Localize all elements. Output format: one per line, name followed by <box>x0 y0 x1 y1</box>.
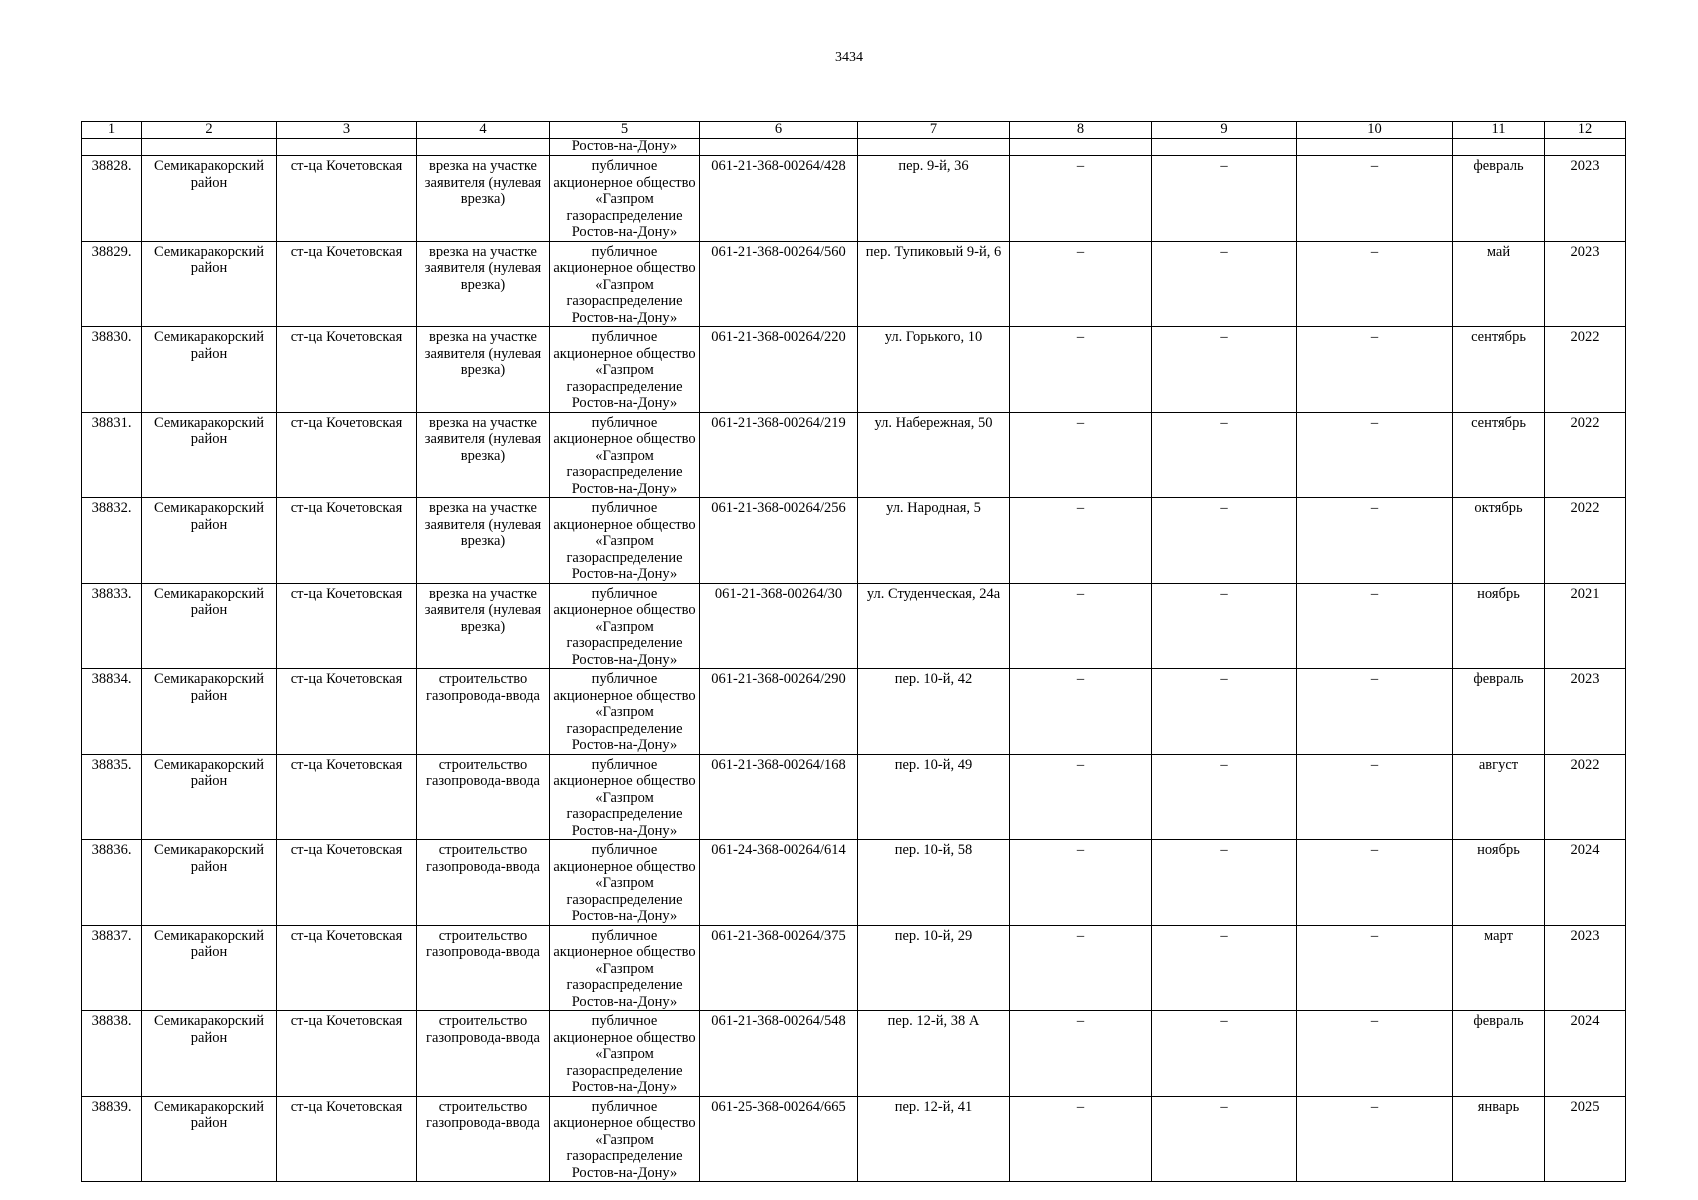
organization-cell: публичное акционерное общество «Газпром газораспределение Ростов-на-Дону» <box>550 669 700 755</box>
organization-cell: публичное акционерное общество «Газпром газораспределение Ростов-на-Дону» <box>550 412 700 498</box>
table-cell <box>1152 139 1297 156</box>
page-number: 3434 <box>835 50 863 65</box>
work-type-cell: строительство газопровода-ввода <box>417 925 550 1011</box>
row-number: 38836. <box>82 840 142 926</box>
work-type-cell: строительство газопровода-ввода <box>417 840 550 926</box>
district-cell: Семикаракорский район <box>142 669 277 755</box>
address-cell: пер. 12-й, 38 А <box>858 1011 1010 1097</box>
col10-cell: – <box>1297 1011 1453 1097</box>
month-cell: октябрь <box>1453 498 1545 584</box>
col8-cell: – <box>1010 925 1152 1011</box>
organization-cell: публичное акционерное общество «Газпром газораспределение Ростов-на-Дону» <box>550 1096 700 1182</box>
settlement-cell: ст-ца Кочетовская <box>277 327 417 413</box>
district-cell: Семикаракорский район <box>142 156 277 242</box>
work-type-cell: врезка на участке заявителя (нулевая врезка) <box>417 241 550 327</box>
settlement-cell: ст-ца Кочетовская <box>277 1096 417 1182</box>
work-type-cell: строительство газопровода-ввода <box>417 1096 550 1182</box>
address-cell: пер. 10-й, 29 <box>858 925 1010 1011</box>
col10-cell: – <box>1297 241 1453 327</box>
month-cell: февраль <box>1453 156 1545 242</box>
year-cell: 2021 <box>1545 583 1626 669</box>
month-cell: ноябрь <box>1453 583 1545 669</box>
district-cell: Семикаракорский район <box>142 754 277 840</box>
col10-cell: – <box>1297 498 1453 584</box>
table-row <box>82 1096 1626 1182</box>
year-cell: 2022 <box>1545 327 1626 413</box>
settlement-cell: ст-ца Кочетовская <box>277 925 417 1011</box>
organization-cell: публичное акционерное общество «Газпром газораспределение Ростов-на-Дону» <box>550 1011 700 1097</box>
year-cell: 2022 <box>1545 412 1626 498</box>
table-cell <box>1297 139 1453 156</box>
col9-cell: – <box>1152 412 1297 498</box>
col10-cell: – <box>1297 1096 1453 1182</box>
col8-cell: – <box>1010 412 1152 498</box>
table-cell <box>142 139 277 156</box>
row-number: 38837. <box>82 925 142 1011</box>
work-type-cell: строительство газопровода-ввода <box>417 1011 550 1097</box>
organization-cell: публичное акционерное общество «Газпром газораспределение Ростов-на-Дону» <box>550 327 700 413</box>
continuation-row <box>82 139 1626 156</box>
row-number: 38830. <box>82 327 142 413</box>
year-cell: 2022 <box>1545 754 1626 840</box>
year-cell: 2025 <box>1545 1096 1626 1182</box>
code-cell: 061-21-368-00264/375 <box>700 925 858 1011</box>
column-header: 1 <box>82 122 142 139</box>
month-cell: январь <box>1453 1096 1545 1182</box>
col8-cell: – <box>1010 583 1152 669</box>
organization-cell: публичное акционерное общество «Газпром газораспределение Ростов-на-Дону» <box>550 754 700 840</box>
address-cell: ул. Студенческая, 24а <box>858 583 1010 669</box>
col9-cell: – <box>1152 754 1297 840</box>
row-number: 38833. <box>82 583 142 669</box>
code-cell: 061-21-368-00264/290 <box>700 669 858 755</box>
table-row <box>82 754 1626 840</box>
organization-cell: публичное акционерное общество «Газпром газораспределение Ростов-на-Дону» <box>550 156 700 242</box>
address-cell: пер. 10-й, 58 <box>858 840 1010 926</box>
district-cell: Семикаракорский район <box>142 583 277 669</box>
settlement-cell: ст-ца Кочетовская <box>277 412 417 498</box>
year-cell: 2023 <box>1545 925 1626 1011</box>
column-header: 3 <box>277 122 417 139</box>
month-cell: сентябрь <box>1453 412 1545 498</box>
column-header: 6 <box>700 122 858 139</box>
column-header: 12 <box>1545 122 1626 139</box>
year-cell: 2023 <box>1545 669 1626 755</box>
col9-cell: – <box>1152 1011 1297 1097</box>
month-cell: март <box>1453 925 1545 1011</box>
code-cell: 061-21-368-00264/30 <box>700 583 858 669</box>
work-type-cell: врезка на участке заявителя (нулевая врезка) <box>417 498 550 584</box>
column-number-row <box>82 122 1626 139</box>
code-cell: 061-21-368-00264/548 <box>700 1011 858 1097</box>
table-row <box>82 412 1626 498</box>
organization-cell: публичное акционерное общество «Газпром газораспределение Ростов-на-Дону» <box>550 498 700 584</box>
table-row <box>82 1011 1626 1097</box>
col9-cell: – <box>1152 840 1297 926</box>
address-cell: пер. 10-й, 42 <box>858 669 1010 755</box>
month-cell: май <box>1453 241 1545 327</box>
table-row <box>82 327 1626 413</box>
column-header: 8 <box>1010 122 1152 139</box>
row-number: 38832. <box>82 498 142 584</box>
col8-cell: – <box>1010 241 1152 327</box>
year-cell: 2024 <box>1545 1011 1626 1097</box>
table-row <box>82 925 1626 1011</box>
address-cell: пер. 12-й, 41 <box>858 1096 1010 1182</box>
year-cell: 2024 <box>1545 840 1626 926</box>
code-cell: 061-21-368-00264/220 <box>700 327 858 413</box>
col8-cell: – <box>1010 498 1152 584</box>
district-cell: Семикаракорский район <box>142 925 277 1011</box>
col8-cell: – <box>1010 754 1152 840</box>
address-cell: пер. 9-й, 36 <box>858 156 1010 242</box>
district-cell: Семикаракорский район <box>142 1011 277 1097</box>
code-cell: 061-25-368-00264/665 <box>700 1096 858 1182</box>
column-header: 4 <box>417 122 550 139</box>
code-cell: 061-21-368-00264/560 <box>700 241 858 327</box>
work-type-cell: врезка на участке заявителя (нулевая врезка) <box>417 156 550 242</box>
month-cell: февраль <box>1453 669 1545 755</box>
organization-cell: публичное акционерное общество «Газпром газораспределение Ростов-на-Дону» <box>550 583 700 669</box>
col8-cell: – <box>1010 1011 1152 1097</box>
table-cell <box>417 139 550 156</box>
row-number: 38835. <box>82 754 142 840</box>
gas-connection-table <box>81 121 1626 1182</box>
column-header: 2 <box>142 122 277 139</box>
col10-cell: – <box>1297 156 1453 242</box>
column-header: 10 <box>1297 122 1453 139</box>
col10-cell: – <box>1297 412 1453 498</box>
table-row <box>82 840 1626 926</box>
settlement-cell: ст-ца Кочетовская <box>277 498 417 584</box>
year-cell: 2022 <box>1545 498 1626 584</box>
settlement-cell: ст-ца Кочетовская <box>277 1011 417 1097</box>
table-cell <box>277 139 417 156</box>
table-row <box>82 241 1626 327</box>
year-cell: 2023 <box>1545 241 1626 327</box>
code-cell: 061-24-368-00264/614 <box>700 840 858 926</box>
col10-cell: – <box>1297 583 1453 669</box>
work-type-cell: строительство газопровода-ввода <box>417 669 550 755</box>
table-row <box>82 583 1626 669</box>
col9-cell: – <box>1152 583 1297 669</box>
col9-cell: – <box>1152 1096 1297 1182</box>
col9-cell: – <box>1152 669 1297 755</box>
col9-cell: – <box>1152 498 1297 584</box>
col10-cell: – <box>1297 327 1453 413</box>
col10-cell: – <box>1297 754 1453 840</box>
district-cell: Семикаракорский район <box>142 1096 277 1182</box>
district-cell: Семикаракорский район <box>142 840 277 926</box>
continuation-text: Ростов-на-Дону» <box>550 139 700 156</box>
row-number: 38831. <box>82 412 142 498</box>
district-cell: Семикаракорский район <box>142 327 277 413</box>
column-header: 9 <box>1152 122 1297 139</box>
month-cell: август <box>1453 754 1545 840</box>
row-number: 38838. <box>82 1011 142 1097</box>
column-header: 11 <box>1453 122 1545 139</box>
settlement-cell: ст-ца Кочетовская <box>277 669 417 755</box>
column-header: 7 <box>858 122 1010 139</box>
table-cell <box>1010 139 1152 156</box>
work-type-cell: врезка на участке заявителя (нулевая врезка) <box>417 583 550 669</box>
table-cell <box>858 139 1010 156</box>
code-cell: 061-21-368-00264/428 <box>700 156 858 242</box>
settlement-cell: ст-ца Кочетовская <box>277 241 417 327</box>
work-type-cell: врезка на участке заявителя (нулевая врезка) <box>417 412 550 498</box>
month-cell: сентябрь <box>1453 327 1545 413</box>
table-row <box>82 156 1626 242</box>
settlement-cell: ст-ца Кочетовская <box>277 583 417 669</box>
settlement-cell: ст-ца Кочетовская <box>277 840 417 926</box>
month-cell: февраль <box>1453 1011 1545 1097</box>
table-row <box>82 669 1626 755</box>
district-cell: Семикаракорский район <box>142 412 277 498</box>
table-cell <box>1453 139 1545 156</box>
col9-cell: – <box>1152 241 1297 327</box>
code-cell: 061-21-368-00264/168 <box>700 754 858 840</box>
col9-cell: – <box>1152 327 1297 413</box>
col10-cell: – <box>1297 925 1453 1011</box>
organization-cell: публичное акционерное общество «Газпром газораспределение Ростов-на-Дону» <box>550 241 700 327</box>
settlement-cell: ст-ца Кочетовская <box>277 156 417 242</box>
table-cell <box>1545 139 1626 156</box>
table-row <box>82 498 1626 584</box>
row-number: 38828. <box>82 156 142 242</box>
col8-cell: – <box>1010 840 1152 926</box>
col8-cell: – <box>1010 327 1152 413</box>
col8-cell: – <box>1010 1096 1152 1182</box>
table-body <box>82 139 1626 1182</box>
settlement-cell: ст-ца Кочетовская <box>277 754 417 840</box>
work-type-cell: строительство газопровода-ввода <box>417 754 550 840</box>
address-cell: пер. 10-й, 49 <box>858 754 1010 840</box>
table-cell <box>700 139 858 156</box>
organization-cell: публичное акционерное общество «Газпром газораспределение Ростов-на-Дону» <box>550 925 700 1011</box>
month-cell: ноябрь <box>1453 840 1545 926</box>
row-number: 38839. <box>82 1096 142 1182</box>
col10-cell: – <box>1297 840 1453 926</box>
address-cell: ул. Набережная, 50 <box>858 412 1010 498</box>
organization-cell: публичное акционерное общество «Газпром газораспределение Ростов-на-Дону» <box>550 840 700 926</box>
row-number: 38829. <box>82 241 142 327</box>
address-cell: ул. Народная, 5 <box>858 498 1010 584</box>
row-number: 38834. <box>82 669 142 755</box>
work-type-cell: врезка на участке заявителя (нулевая врезка) <box>417 327 550 413</box>
col10-cell: – <box>1297 669 1453 755</box>
code-cell: 061-21-368-00264/256 <box>700 498 858 584</box>
code-cell: 061-21-368-00264/219 <box>700 412 858 498</box>
col9-cell: – <box>1152 925 1297 1011</box>
district-cell: Семикаракорский район <box>142 241 277 327</box>
year-cell: 2023 <box>1545 156 1626 242</box>
table-cell <box>82 139 142 156</box>
district-cell: Семикаракорский район <box>142 498 277 584</box>
col8-cell: – <box>1010 156 1152 242</box>
col8-cell: – <box>1010 669 1152 755</box>
address-cell: ул. Горького, 10 <box>858 327 1010 413</box>
col9-cell: – <box>1152 156 1297 242</box>
address-cell: пер. Тупиковый 9-й, 6 <box>858 241 1010 327</box>
column-header: 5 <box>550 122 700 139</box>
